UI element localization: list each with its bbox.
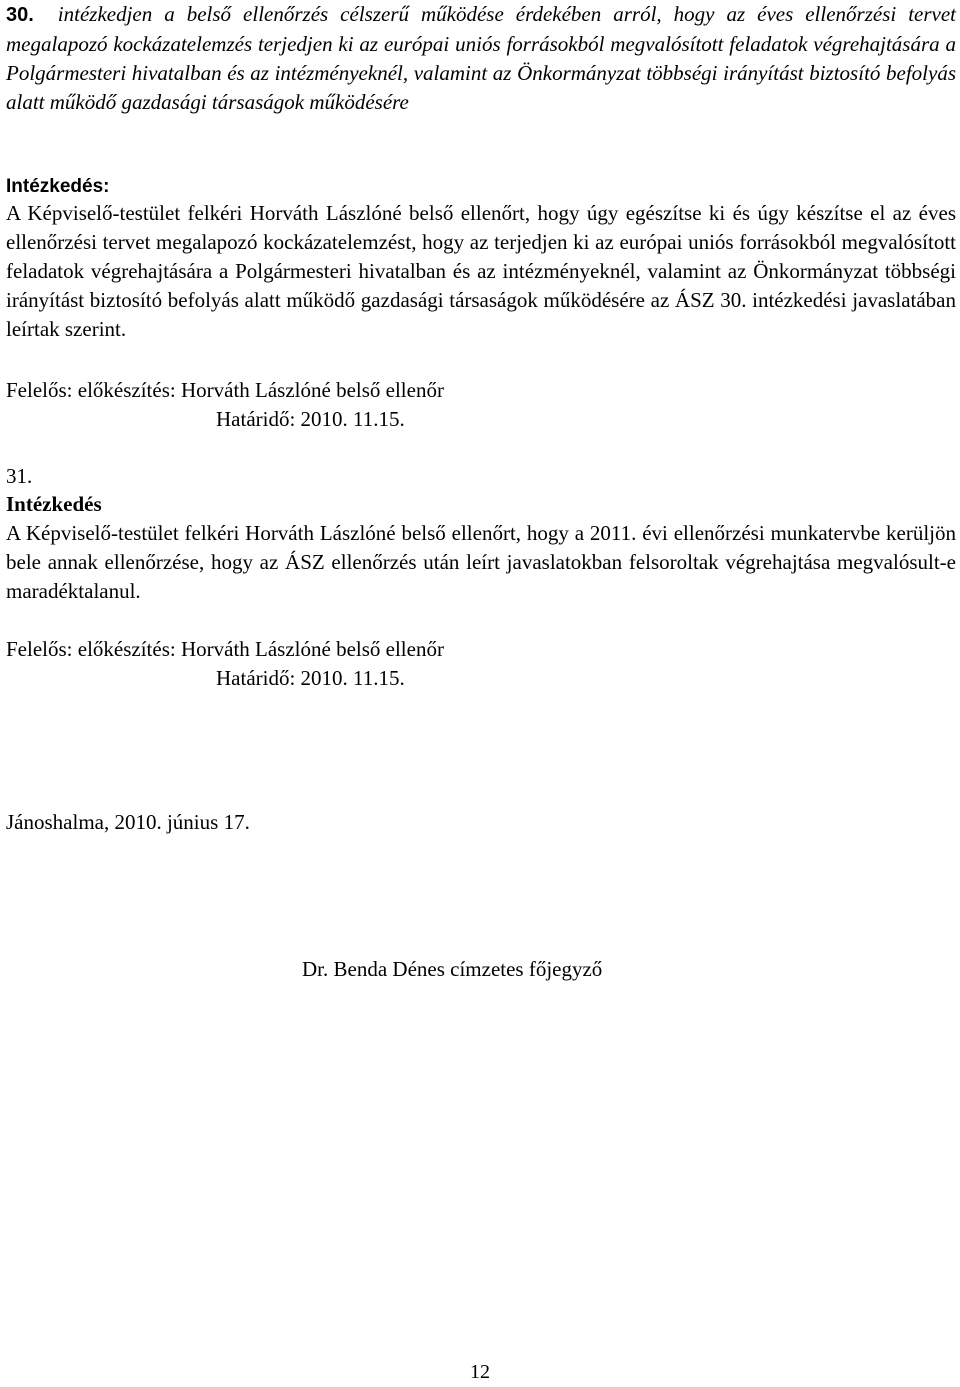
section-30-deadline: Határidő: 2010. 11.15. [216,407,405,431]
section-30-measure-label: Intézkedés: [6,176,110,197]
section-31-number: 31. [6,464,33,488]
section-31-measure-text: A Képviselő-testület felkéri Horváth Lászlóné belső ellenőrt, hogy a 2011. évi ellenőrzési munkatervbe kerüljön bele annak ellenőrzése, hogy az ÁSZ ellenőrzés után leírt javaslatokban felsoroltak végrehajtása megvalósult-e maradéktalanul. [6,521,956,603]
page-number: 12 [470,1361,490,1383]
section-30-title: intézkedjen a belső ellenőrzés célszerű működése érdekében arról, hogy az éves ellenőrzési tervet megalapozó kockázatelemzés terjedjen ki az európai uniós forrásokból megvalósított feladatok végrehajtására a Polgármesteri hivatalban és az intézményeknél, valamint az Önkormányzat többségi irányítást biztosító befolyás alatt működő gazdasági társaságok működésére [6,2,957,114]
section-31-responsible: Felelős: előkészítés: Horváth Lászlóné belső ellenőr [6,637,444,661]
signature-line: Dr. Benda Dénes címzetes főjegyző [302,957,603,981]
section-30-responsible: Felelős: előkészítés: Horváth Lászlóné belső ellenőr [6,378,444,402]
section-30-heading [6,0,956,117]
section-31-deadline: Határidő: 2010. 11.15. [216,666,405,690]
section-30-number: 30. [6,4,34,26]
section-31-measure-label: Intézkedés [6,492,102,516]
section-30-measure-text: A Képviselő-testület felkéri Horváth Lászlóné belső ellenőrt, hogy úgy egészítse ki és úgy készítse el az éves ellenőrzési tervet megalapozó kockázatelemzést, hogy az terjedjen ki az európai uniós forrásokból megvalósított feladatok végrehajtására a Polgármesteri hivatalban és az intézményeknél, valamint az Önkormányzat többségi irányítást biztosító befolyás alatt működő gazdasági társaságok működésére az ÁSZ 30. intézkedési javaslatában leírtak szerint. [6,201,956,341]
place-date: Jánoshalma, 2010. június 17. [6,810,250,834]
